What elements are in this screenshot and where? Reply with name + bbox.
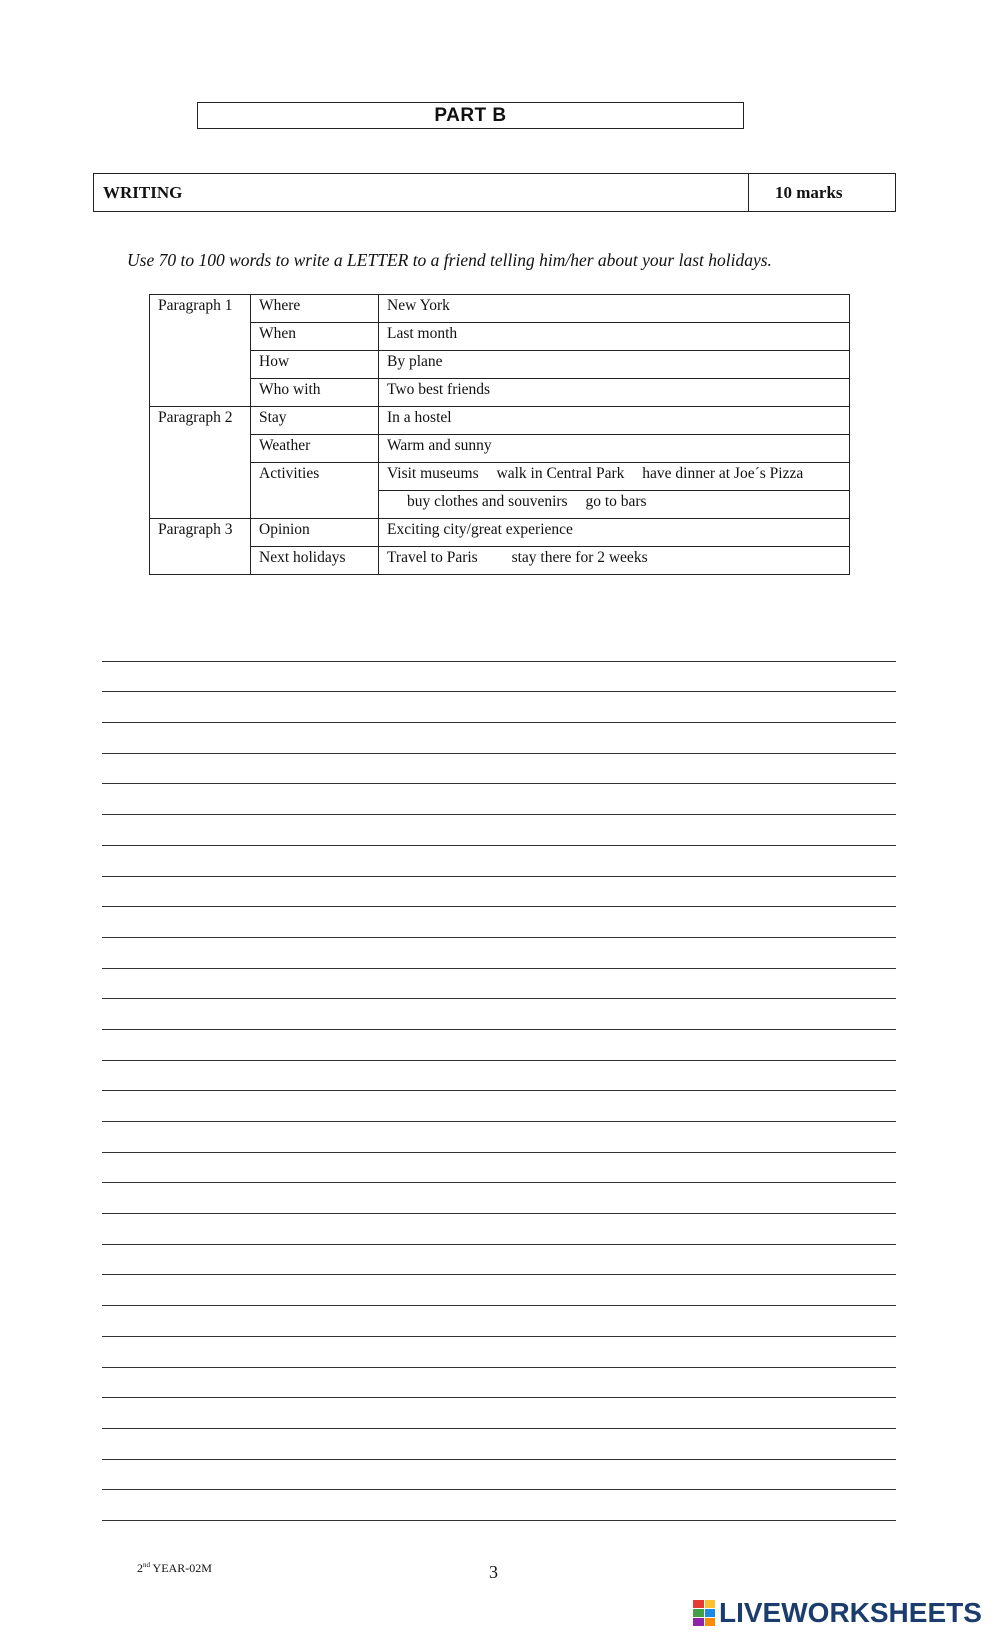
- activity-item: go to bars: [585, 493, 647, 510]
- detail-cell: Warm and sunny: [379, 435, 850, 463]
- writing-line[interactable]: [102, 1061, 896, 1092]
- year-superscript: nd: [143, 1561, 150, 1569]
- writing-line[interactable]: [102, 907, 896, 938]
- writing-line[interactable]: [102, 1214, 896, 1245]
- paragraph-label: Paragraph 3: [150, 519, 251, 575]
- detail-cell: Exciting city/great experience: [379, 519, 850, 547]
- writing-line[interactable]: [102, 1183, 896, 1214]
- topic-cell: Next holidays: [251, 547, 379, 575]
- topic-cell: When: [251, 323, 379, 351]
- year-label: [137, 1561, 212, 1576]
- writing-line[interactable]: [102, 1429, 896, 1460]
- writing-line[interactable]: [102, 1091, 896, 1122]
- writing-line[interactable]: [102, 877, 896, 908]
- writing-line[interactable]: [102, 1490, 896, 1521]
- writing-area[interactable]: [102, 631, 896, 1521]
- section-label: WRITING: [103, 183, 183, 202]
- writing-line[interactable]: [102, 662, 896, 693]
- table-row: [150, 519, 850, 547]
- writing-line[interactable]: [102, 1460, 896, 1491]
- table-row: [150, 351, 850, 379]
- table-row: [150, 295, 850, 323]
- detail-cell: [379, 547, 850, 575]
- writing-line[interactable]: [102, 815, 896, 846]
- table-row: [150, 547, 850, 575]
- writing-line[interactable]: [102, 1245, 896, 1276]
- plan-item: Travel to Paris: [387, 549, 478, 566]
- part-title: PART B: [197, 102, 744, 129]
- activity-item: Visit museums: [387, 465, 479, 482]
- writing-line[interactable]: [102, 784, 896, 815]
- brand-name: LIVEWORKSHEETS: [719, 1597, 982, 1628]
- writing-line[interactable]: [102, 1275, 896, 1306]
- topic-cell: Weather: [251, 435, 379, 463]
- writing-line[interactable]: [102, 1153, 896, 1184]
- writing-line[interactable]: [102, 723, 896, 754]
- liveworksheets-logo-icon: [693, 1600, 715, 1626]
- activity-item: walk in Central Park: [496, 465, 625, 482]
- topic-cell: Who with: [251, 379, 379, 407]
- guide-table: [149, 294, 850, 575]
- activity-item: have dinner at Joe´s Pizza: [642, 465, 804, 482]
- paragraph-label: Paragraph 2: [150, 407, 251, 519]
- topic-cell: How: [251, 351, 379, 379]
- table-row: [150, 379, 850, 407]
- brand-watermark: [693, 1597, 982, 1629]
- year-number: 2: [137, 1561, 143, 1575]
- writing-line[interactable]: [102, 938, 896, 969]
- topic-cell: Activities: [251, 463, 379, 519]
- writing-line[interactable]: [102, 1337, 896, 1368]
- detail-cell: [379, 463, 850, 491]
- instruction-text: Use 70 to 100 words to write a LETTER to a friend telling him/her about your last holidays.: [127, 250, 772, 270]
- table-row: [150, 463, 850, 491]
- table-row: [150, 323, 850, 351]
- writing-line[interactable]: [102, 846, 896, 877]
- writing-line[interactable]: [102, 754, 896, 785]
- table-row: [150, 435, 850, 463]
- writing-line[interactable]: [102, 1122, 896, 1153]
- topic-cell: Opinion: [251, 519, 379, 547]
- writing-line[interactable]: [102, 692, 896, 723]
- detail-cell: In a hostel: [379, 407, 850, 435]
- topic-cell: Where: [251, 295, 379, 323]
- writing-line[interactable]: [102, 1368, 896, 1399]
- detail-cell: New York: [379, 295, 850, 323]
- detail-cell: [379, 491, 850, 519]
- detail-cell: Last month: [379, 323, 850, 351]
- writing-line[interactable]: [102, 1306, 896, 1337]
- plan-item: stay there for 2 weeks: [511, 549, 648, 566]
- section-header: [93, 173, 896, 212]
- writing-line[interactable]: [102, 969, 896, 1000]
- paragraph-label: Paragraph 1: [150, 295, 251, 407]
- writing-line[interactable]: [102, 1030, 896, 1061]
- year-code: YEAR-02M: [150, 1561, 212, 1575]
- topic-cell: Stay: [251, 407, 379, 435]
- marks-label: 10 marks: [748, 174, 895, 211]
- activity-item: buy clothes and souvenirs: [407, 493, 568, 510]
- table-row: [150, 407, 850, 435]
- detail-cell: By plane: [379, 351, 850, 379]
- page-number: 3: [489, 1562, 498, 1582]
- writing-line[interactable]: [102, 1398, 896, 1429]
- writing-line[interactable]: [102, 631, 896, 662]
- writing-line[interactable]: [102, 999, 896, 1030]
- detail-cell: Two best friends: [379, 379, 850, 407]
